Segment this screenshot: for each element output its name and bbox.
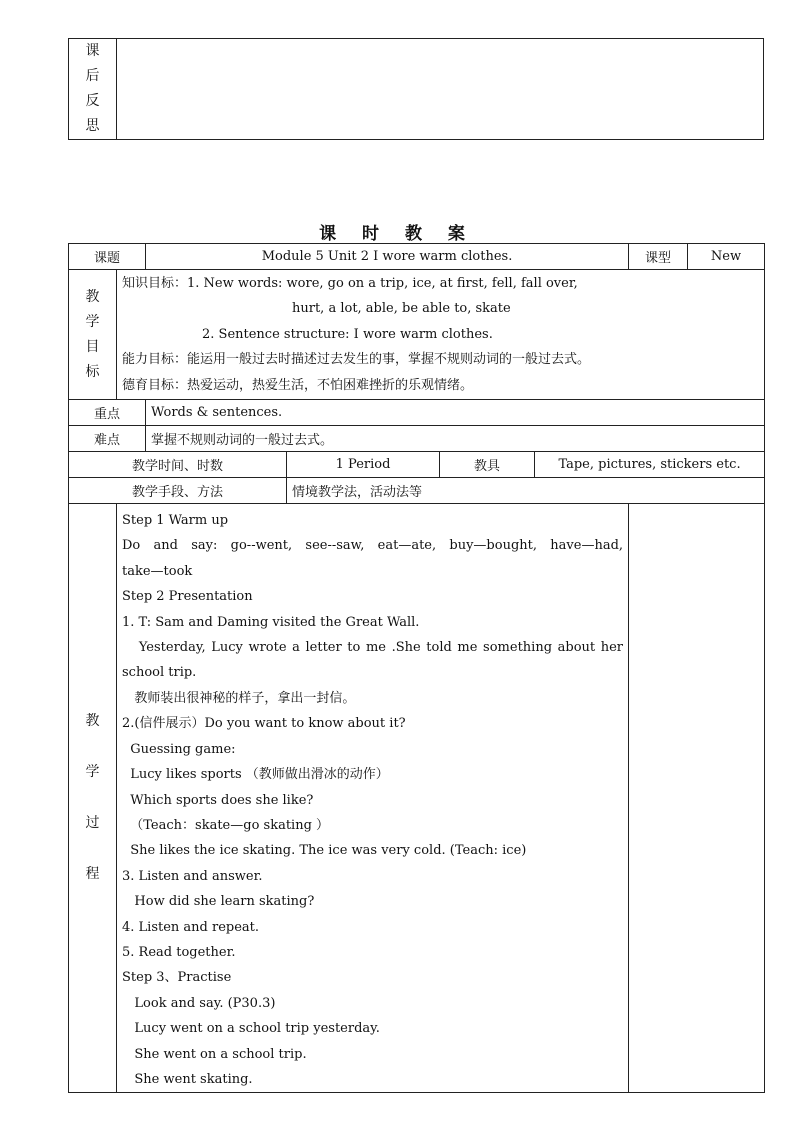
process-line: take—took	[122, 563, 193, 579]
time-value: 1 Period	[287, 452, 440, 478]
label-char: 反	[85, 93, 100, 109]
reflection-label	[69, 39, 117, 140]
aids-label: 教具	[440, 452, 535, 478]
process-notes-cell[interactable]	[629, 504, 765, 1093]
topic-label: 课题	[69, 244, 146, 270]
objectives-content	[117, 270, 765, 400]
label-char: 后	[85, 68, 100, 84]
key-points-value: Words & sentences.	[146, 400, 765, 426]
process-line: 4. Listen and repeat.	[122, 919, 260, 935]
objective-line: 能力目标：能运用一般过去时描述过去发生的事，掌握不规则动词的一般过去式。	[122, 352, 591, 368]
process-line: How did she learn skating?	[122, 894, 315, 910]
objectives-label	[69, 270, 117, 400]
reflection-table	[68, 38, 764, 140]
aids-value: Tape, pictures, stickers etc.	[535, 452, 765, 478]
process-line: Step 3、Practise	[122, 970, 232, 986]
difficult-points-row	[69, 426, 765, 452]
document-title: 课 时 教 案	[319, 224, 475, 244]
label-char: 教	[85, 713, 100, 730]
method-row	[69, 478, 765, 504]
method-label: 教学手段、方法	[69, 478, 287, 504]
objective-line: 知识目标：1. New words: wore, go on a trip, ice, at first, fell, fall over,	[122, 276, 578, 291]
label-char: 教	[85, 288, 100, 305]
process-line: Look and say. (P30.3)	[122, 995, 276, 1011]
process-line: She went on a school trip.	[122, 1046, 307, 1062]
label-char: 学	[85, 764, 100, 781]
process-line: 3. Listen and answer.	[122, 868, 263, 884]
process-line: school trip.	[122, 665, 197, 681]
objective-line: 德育目标：热爱运动，热爱生活，不怕困难挫折的乐观情绪。	[122, 377, 474, 393]
method-value: 情境教学法，活动法等	[287, 478, 765, 504]
label-char: 课	[85, 43, 100, 59]
type-value: New	[688, 244, 765, 270]
objective-line: 2. Sentence structure: I wore warm clothes.	[202, 326, 493, 342]
label-char: 学	[85, 313, 100, 330]
process-line: She likes the ice skating. The ice was very cold. (Teach: ice)	[122, 843, 527, 859]
process-line: Step 2 Presentation	[122, 589, 253, 605]
process-line: Lucy likes sports （教师做出滑冰的动作）	[122, 767, 389, 783]
reflection-content[interactable]	[117, 39, 764, 140]
process-line: Do and say: go--went, see--saw, eat—ate, buy—bought, have—had,	[122, 538, 624, 554]
process-line: 5. Read together.	[122, 944, 236, 960]
topic-value: Module 5 Unit 2 I wore warm clothes.	[146, 244, 629, 270]
process-line: 教师装出很神秘的样子，拿出一封信。	[122, 690, 356, 706]
key-points-label: 重点	[69, 400, 146, 426]
process-line: 2.(信件展示）Do you want to know about it?	[122, 716, 406, 732]
process-line: She went skating.	[122, 1071, 253, 1087]
time-row	[69, 452, 765, 478]
time-label: 教学时间、时数	[69, 452, 287, 478]
label-char: 标	[85, 363, 100, 380]
process-line: Guessing game:	[122, 741, 236, 757]
label-char: 思	[85, 118, 100, 134]
process-label	[69, 504, 117, 1093]
objectives-row	[69, 270, 765, 400]
key-points-row	[69, 400, 765, 426]
topic-row	[69, 244, 765, 270]
label-char: 程	[85, 866, 100, 883]
difficult-points-label: 难点	[69, 426, 146, 452]
label-char: 过	[85, 815, 100, 832]
process-line: （Teach：skate—go skating ）	[122, 817, 330, 833]
objective-line: hurt, a lot, able, be able to, skate	[292, 301, 511, 317]
label-char: 目	[85, 338, 100, 355]
process-row	[69, 504, 765, 1093]
process-line: Lucy went on a school trip yesterday.	[122, 1021, 380, 1037]
difficult-points-value: 掌握不规则动词的一般过去式。	[146, 426, 765, 452]
type-label: 课型	[629, 244, 688, 270]
process-content	[117, 504, 629, 1093]
process-line: Which sports does she like?	[122, 792, 314, 808]
process-line: 1. T: Sam and Daming visited the Great Wall.	[122, 614, 420, 630]
process-line: Step 1 Warm up	[122, 513, 229, 529]
lesson-plan-table	[68, 243, 765, 1093]
process-line: Yesterday, Lucy wrote a letter to me .She told me something about her	[122, 640, 624, 656]
